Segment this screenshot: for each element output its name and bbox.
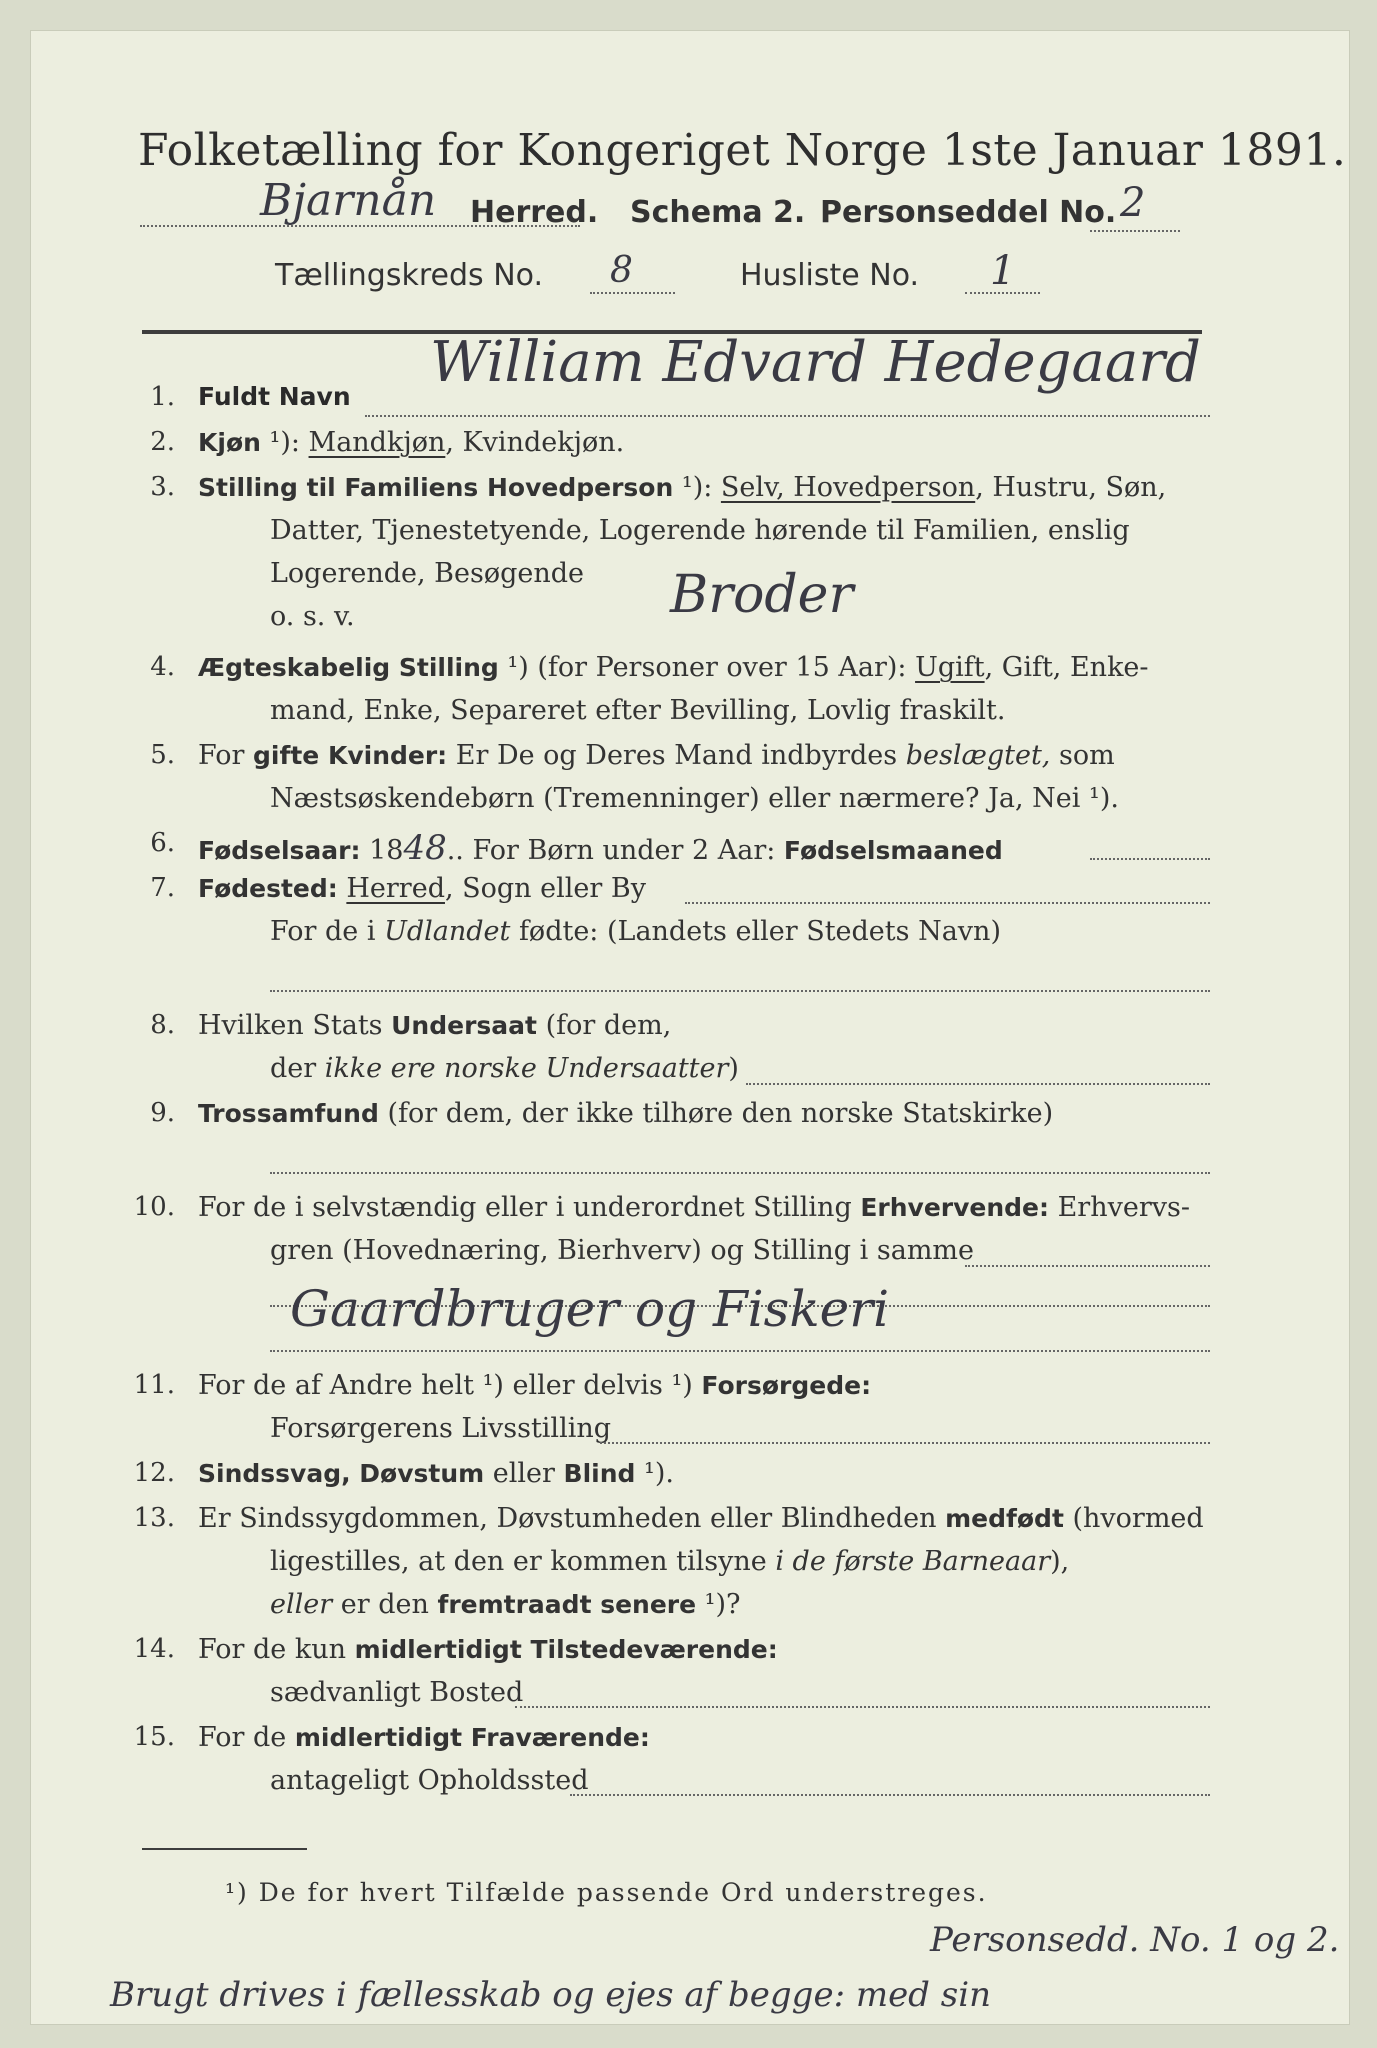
husliste-label: Husliste No. (740, 258, 920, 293)
item-8-number: 8. (150, 1010, 175, 1040)
item-7-line1: Fødested: Herred, Sogn eller By (198, 873, 646, 904)
item-10-dots-3 (270, 1350, 1210, 1352)
item-8-line1: Hvilken Stats Undersaat (for dem, (198, 1010, 672, 1041)
item-4-line1: Ægteskabelig Stilling ¹) (for Personer over 15 Aar): Ugift, Gift, Enke- (198, 652, 1149, 683)
item-1-number: 1. (150, 382, 175, 412)
item-1-label: Fuldt Navn (198, 382, 351, 411)
item-7-dots (685, 902, 1210, 904)
item-11-number: 11. (133, 1370, 175, 1400)
item-10-number: 10. (133, 1192, 175, 1222)
item-9-dots (270, 1172, 1210, 1174)
item-2-text: Kjøn ¹): Mandkjøn, Kvindekjøn. (198, 427, 625, 458)
item-10-line2: gren (Hovednæring, Bierhverv) og Stilling i samme (270, 1235, 975, 1266)
herred-label: Herred. (470, 195, 599, 230)
item-13-line3: eller er den fremtraadt senere ¹)? (270, 1589, 741, 1620)
item-15-number: 15. (133, 1722, 175, 1752)
item-14-dots (515, 1706, 1210, 1708)
item-1-name: William Edvard Hedegaard (430, 330, 1201, 395)
item-15-line1: For de midlertidigt Fraværende: (198, 1722, 650, 1753)
census-form (30, 30, 1350, 2025)
item-3-line4: o. s. v. (270, 601, 355, 632)
item-11-line2: Forsørgerens Livsstilling (270, 1413, 612, 1444)
item-12-number: 12. (133, 1458, 175, 1488)
item-15-line2: antageligt Opholdssted (270, 1765, 589, 1796)
item-3-number: 3. (150, 472, 175, 502)
item-10-dots-1 (965, 1265, 1210, 1267)
item-8-line2: der ikke ere norske Undersaatter) (270, 1053, 739, 1084)
personseddel-dots (1090, 230, 1180, 232)
item-14-line1: For de kun midlertidigt Tilstedeværende: (198, 1634, 778, 1665)
item-6-text: Fødselsaar: 1848.. For Børn under 2 Aar: Fødselsmaaned (198, 828, 1003, 868)
item-1-dots (365, 415, 1210, 417)
item-8-dots (746, 1083, 1210, 1085)
item-6-dots (1090, 858, 1210, 860)
margin-note-bottom: Brugt drives i fællesskab og ejes af begge: med sin (110, 1975, 991, 2015)
form-title: Folketælling for Kongeriget Norge 1ste Januar 1891. (138, 125, 1347, 176)
item-4-number: 4. (150, 652, 175, 682)
item-15-dots (570, 1794, 1210, 1796)
tk-dots (590, 292, 675, 294)
item-7-number: 7. (150, 873, 175, 903)
item-12-text: Sindssvag, Døvstum eller Blind ¹). (198, 1458, 674, 1489)
item-11-dots (600, 1442, 1210, 1444)
herred-value: Bjarnån (260, 175, 437, 226)
personseddel-label: Personseddel No. (820, 195, 1117, 230)
item-5-line2: Næstsøskendebørn (Tremenninger) eller nærmere? Ja, Nei ¹). (270, 783, 1119, 814)
item-7-line2: For de i Udlandet fødte: (Landets eller Stedets Navn) (270, 916, 1001, 947)
item-2-number: 2. (150, 427, 175, 457)
item-10-line1: For de i selvstændig eller i underordnet Stilling Erhvervende: Erhvervs- (198, 1192, 1190, 1223)
item-4-line2: mand, Enke, Separeret efter Bevilling, Lovlig fraskilt. (270, 695, 1006, 726)
tk-label: Tællingskreds No. (275, 258, 543, 293)
item-9-text: Trossamfund (for dem, der ikke tilhøre den norske Statskirke) (198, 1098, 1054, 1129)
item-5-number: 5. (150, 740, 175, 770)
husliste-value: 1 (990, 248, 1016, 294)
item-3-line3: Logerende, Besøgende (270, 558, 584, 589)
item-3-value: Broder (670, 565, 854, 625)
item-3-line2: Datter, Tjenestetyende, Logerende hørende til Familien, enslig (270, 515, 1130, 546)
item-13-number: 13. (133, 1503, 175, 1533)
footnote-rule (142, 1848, 307, 1850)
schema-label: Schema 2. (630, 195, 806, 230)
item-6-number: 6. (150, 828, 175, 858)
item-14-number: 14. (133, 1634, 175, 1664)
item-10-value: Gaardbruger og Fiskeri (290, 1280, 890, 1338)
tk-value: 8 (610, 250, 633, 291)
item-13-line2: ligestilles, at den er kommen tilsyne i de første Barneaar), (270, 1546, 1070, 1577)
item-14-line2: sædvanligt Bosted (270, 1677, 524, 1708)
item-11-line1: For de af Andre helt ¹) eller delvis ¹) Forsørgede: (198, 1370, 872, 1401)
item-9-number: 9. (150, 1098, 175, 1128)
personseddel-value: 2 (1120, 180, 1146, 226)
item-5-line1: For gifte Kvinder: Er De og Deres Mand indbyrdes beslægtet, som (198, 740, 1115, 771)
footnote: ¹) De for hvert Tilfælde passende Ord understreges. (225, 1878, 988, 1907)
item-7-dots-2 (270, 990, 1210, 992)
margin-note-right: Personsedd. No. 1 og 2. (930, 1920, 1340, 1960)
item-13-line1: Er Sindssygdommen, Døvstumheden eller Blindheden medfødt (hvormed (198, 1503, 1204, 1534)
item-3-line1: Stilling til Familiens Hovedperson ¹): Selv, Hovedperson, Hustru, Søn, (198, 472, 1167, 503)
